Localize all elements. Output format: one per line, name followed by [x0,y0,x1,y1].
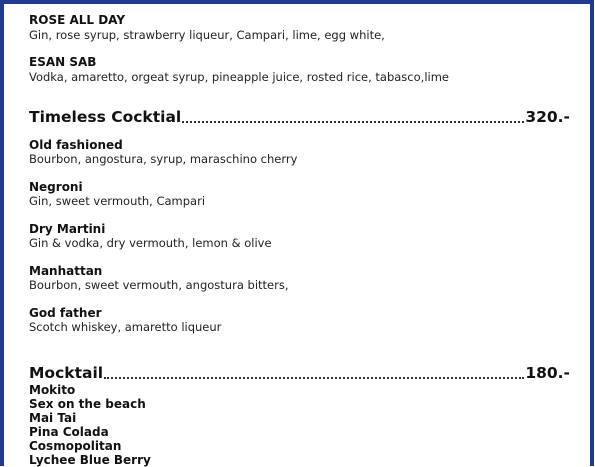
drink-description-negroni: Gin, sweet vermouth, Campari [29,194,206,208]
drink-description-rose-all-day: Gin, rose syrup, strawberry liqueur, Campari, lime, egg white, [29,28,385,42]
drink-description-old-fashioned: Bourbon, angostura, syrup, maraschino cherry [29,152,298,166]
mocktail-item: Pina Colada [29,425,109,439]
drink-description-god-father: Scotch whiskey, amaretto liqueur [29,320,222,334]
mocktail-item: Cosmopolitan [29,439,122,453]
drink-description-dry-martini: Gin & vodka, dry vermouth, lemon & olive [29,236,272,250]
section-title: Mocktail [29,364,104,382]
section-price: 320.- [525,108,570,126]
drink-name-rose-all-day: ROSE ALL DAY [29,13,126,27]
drink-description-manhattan: Bourbon, sweet vermouth, angostura bitters, [29,278,289,292]
menu-frame-right [590,0,594,466]
section-title: Timeless Cocktial [29,108,182,126]
drink-name-old-fashioned: Old fashioned [29,138,123,152]
drink-name-esan-sab: ESAN SAB [29,55,97,69]
drink-description-esan-sab: Vodka, amaretto, orgeat syrup, pineapple juice, rosted rice, tabasco,lime [29,70,449,84]
section-price: 180.- [525,364,570,382]
drink-name-manhattan: Manhattan [29,264,103,278]
leader-dots [104,377,524,379]
mocktail-item: Mokito [29,383,76,397]
menu-frame-top [0,0,594,4]
section-header-timeless [29,105,570,127]
mocktail-item: Lychee Blue Berry [29,453,151,467]
mocktail-item: Mai Tai [29,411,77,425]
menu-frame-left [0,0,4,466]
drink-name-god-father: God father [29,306,102,320]
mocktail-item: Sex on the beach [29,397,146,411]
section-header-mocktail [29,361,570,383]
drink-name-negroni: Negroni [29,180,83,194]
drink-name-dry-martini: Dry Martini [29,222,106,236]
leader-dots [182,121,524,123]
